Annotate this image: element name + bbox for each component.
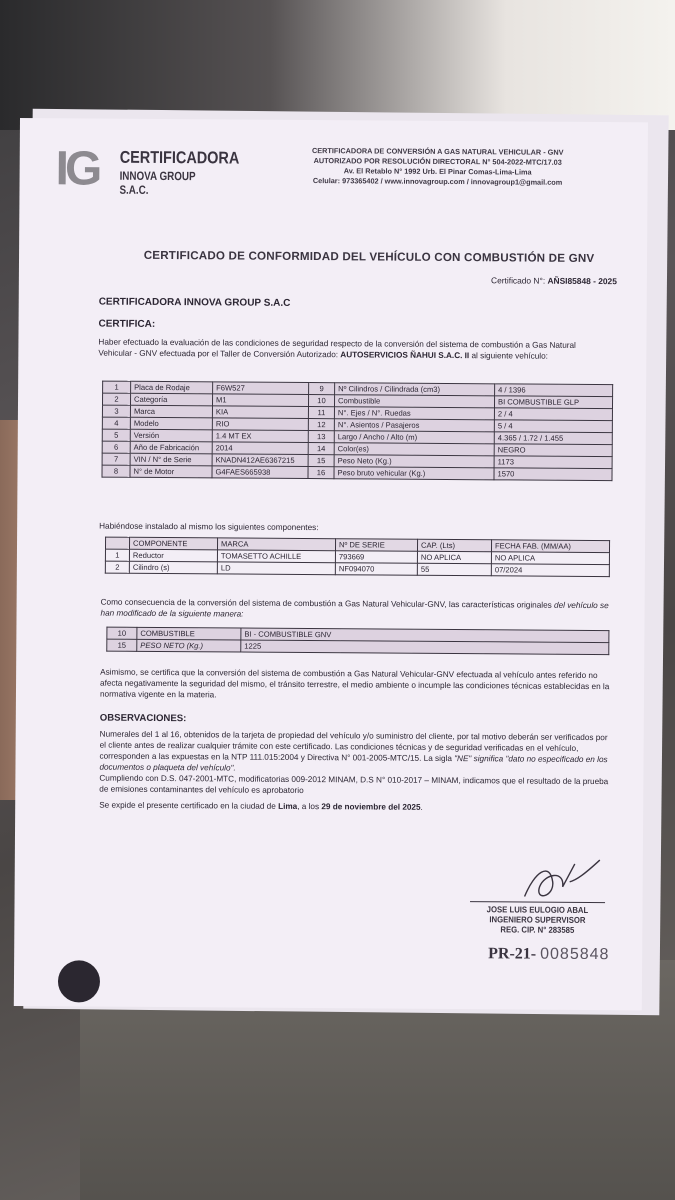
table-cell: KIA: [212, 406, 308, 419]
serial-number: [488, 945, 609, 964]
table-cell: 15: [308, 455, 334, 467]
table-cell: Categoría: [130, 393, 212, 406]
workshop-name: AUTOSERVICIOS ÑAHUI S.A.C. II: [340, 350, 470, 361]
logo-subname: INNOVA GROUP S.A.C.: [119, 168, 196, 197]
table-cell: LD: [217, 562, 335, 575]
header-line-2: AUTORIZADO POR RESOLUCIÓN DIRECTORAL N° 504-2022-MTC/17.03: [313, 156, 562, 167]
table-cell: N° de Motor: [130, 465, 212, 478]
table-cell: VIN / N° de Serie: [130, 453, 212, 466]
table-cell: 8: [102, 465, 130, 477]
table-row: [102, 465, 612, 481]
table-cell: NEGRO: [494, 444, 612, 457]
table-cell: 14: [308, 443, 334, 455]
header-line-4: Celular: 973365402 / www.innovagroup.com / innovagroup1@gmail.com: [312, 176, 563, 187]
header-line-1: CERTIFICADORA DE CONVERSIÓN A GAS NATURAL VEHICULAR - GNV: [311, 146, 564, 157]
logo-name: CERTIFICADORA: [119, 147, 240, 168]
modified-table: [106, 627, 609, 656]
signatory-registration: REG. CIP. N° 283585: [500, 924, 575, 935]
certificate-number-value: AÑSI85848 - 2025: [547, 275, 617, 287]
table-cell: 07/2024: [491, 564, 609, 577]
observations-text-1: Numerales del 1 al 16, obtenidos de la tarjeta de propiedad del vehículo y/o suministro del cliente, por tal motivo deberán ser verificados por el cliente antes de realizar cualquier trámite con este certificado. Las condiciones técnicas y de seguridad verificadas en el vehículo, corresponden a las expuestas en la NTP 111.015:2004 y Directiva N° 001-2005-MTC/15. La sigla: [99, 729, 608, 764]
asimismo-paragraph: Asimismo, se certifica que la conversión del sistema de combustión a Gas Natural Vehicular-GNV efectuada al vehículo antes referido no afecta negativamente la seguridad del mismo, el tránsito terrestre, el medio ambiente o incumple las condiciones técnicas establecidas en la normativa vigente en la materia.: [99, 667, 610, 700]
table-cell: NO APLICA: [417, 551, 491, 564]
table-cell: 4: [102, 417, 130, 429]
table-cell: Modelo: [130, 417, 212, 430]
table-cell: COMBUSTIBLE: [137, 627, 241, 640]
header-cell: CAP. (Lts): [417, 539, 491, 552]
table-cell: Reductor: [129, 549, 217, 562]
table-cell: Marca: [130, 405, 212, 418]
signatory-role: INGENIERO SUPERVISOR: [489, 914, 586, 925]
company-logo: [55, 142, 240, 197]
header-cell: MARCA: [217, 538, 335, 551]
table-cell: 5 / 4: [494, 420, 612, 433]
table-cell: Nº Cilindros / Cilindrada (cm3): [335, 383, 495, 396]
intro-paragraph: [98, 337, 610, 363]
table-cell: 10: [308, 395, 334, 407]
issue-text: Se expide el presente certificado en la ciudad de: [99, 800, 279, 811]
document-title: CERTIFICADO DE CONFORMIDAD DEL VEHÍCULO CON COMBUSTIÓN DE GNV: [143, 248, 595, 266]
consequence-italic: del vehículo se han modificado de la siguiente manera:: [100, 600, 609, 619]
header-cell: FECHA FAB. (MM/AA): [491, 540, 609, 553]
table-cell: 3: [102, 405, 130, 417]
table-cell: 2 / 4: [494, 408, 612, 421]
header-cell: COMPONENTE: [129, 537, 217, 550]
header-info: [288, 146, 588, 188]
certificate-document: [14, 118, 648, 1010]
table-cell: 1225: [241, 640, 609, 655]
table-cell: Año de Fabricación: [130, 441, 212, 454]
table-cell: M1: [212, 394, 308, 407]
header-line-3: Av. El Retablo N° 1992 Urb. El Pinar Comas-Lima-Lima: [343, 166, 532, 177]
issue-city: Lima: [278, 801, 298, 811]
table-cell: Combustible: [334, 395, 494, 408]
table-cell: 16: [308, 467, 334, 479]
consequence-text: Como consecuencia de la conversión del sistema de combustión a Gas Natural Vehicular-GNV, las características originales: [100, 597, 555, 610]
table-cell: 2: [105, 561, 129, 573]
intro-text-1: Haber efectuado la evaluación de las condiciones de seguridad respecto de la conversión del sistema de combustión a Gas Natural Vehicular - GNV efectuada por el Taller de Conversión Autorizado:: [98, 337, 576, 360]
consequence-paragraph: [101, 597, 611, 623]
table-cell: Cilindro (s): [129, 561, 217, 574]
table-cell: 1570: [494, 468, 612, 481]
table-cell: 9: [309, 383, 335, 395]
table-cell: 2: [102, 393, 130, 405]
certificate-number-label: Certificado N°:: [491, 275, 546, 286]
table-cell: 1: [105, 549, 129, 561]
table-cell: 793669: [335, 551, 417, 564]
signatory-block: [470, 901, 605, 935]
observations-text-2: Cumpliendo con D.S. 047-2001-MTC, modificatorias 009-2012 MINAM, D.S N° 010-2017 – MINAM, indicamos que el resultado de la prueba de emisiones contaminantes del vehículo es aprobatorio: [99, 773, 609, 795]
logo-mark: IG: [55, 142, 99, 196]
table-cell: 13: [308, 431, 334, 443]
serial-value: 0085848: [540, 945, 610, 964]
table-cell: F6W527: [213, 382, 309, 395]
vehicle-table: [101, 381, 613, 482]
issue-statement: [99, 801, 611, 814]
certificate-number: [399, 275, 617, 287]
table-cell: 15: [107, 639, 137, 651]
certifica-heading: CERTIFICA:: [98, 318, 156, 330]
table-cell: Peso bruto vehicular (Kg.): [334, 467, 494, 480]
table-cell: 5: [102, 429, 130, 441]
table-cell: 1173: [494, 456, 612, 469]
table-cell: 1: [103, 381, 131, 393]
header-cell: Nº DE SERIE: [335, 539, 417, 552]
table-row: [107, 639, 609, 655]
table-cell: 6: [102, 441, 130, 453]
table-cell: Placa de Rodaje: [131, 381, 213, 394]
table-cell: 11: [308, 407, 334, 419]
table-cell: 4.365 / 1.72 / 1.455: [494, 432, 612, 445]
table-cell: 55: [417, 563, 491, 576]
issue-date: 29 de noviembre del 2025: [321, 802, 421, 812]
table-cell: 10: [107, 627, 137, 639]
table-cell: TOMASETTO ACHILLE: [217, 550, 335, 563]
table-cell: G4FAES665938: [212, 466, 308, 479]
issue-end: .: [420, 802, 423, 812]
components-table: [105, 537, 610, 578]
observations-heading: OBSERVACIONES:: [99, 712, 187, 725]
table-cell: 2014: [212, 442, 308, 455]
table-cell: N°. Asientos / Pasajeros: [334, 419, 494, 432]
table-cell: Largo / Ancho / Alto (m): [334, 431, 494, 444]
observations-paragraph: [99, 729, 611, 799]
table-cell: Color(es): [334, 443, 494, 456]
table-cell: 4 / 1396: [495, 384, 613, 397]
components-heading: Habiéndose instalado al mismo los siguientes componentes:: [99, 521, 319, 533]
table-cell: 1.4 MT EX: [212, 430, 308, 443]
table-cell: BI - COMBUSTIBLE GNV: [241, 628, 609, 643]
company-name: CERTIFICADORA INNOVA GROUP S.A.C: [98, 296, 291, 309]
serial-prefix: PR-21-: [488, 945, 537, 963]
table-cell: Peso Neto (Kg.): [334, 455, 494, 468]
table-cell: 12: [308, 419, 334, 431]
table-cell: NO APLICA: [491, 552, 609, 565]
table-cell: RIO: [212, 418, 308, 431]
punch-hole: [58, 960, 100, 1002]
table-cell: NF094070: [335, 563, 417, 576]
intro-text-2: al siguiente vehículo:: [469, 351, 549, 361]
table-cell: KNADN412AE6367215: [212, 454, 308, 467]
table-row: [105, 561, 609, 577]
issue-mid: , a los: [297, 801, 322, 812]
table-cell: N°. Ejes / N°. Ruedas: [334, 407, 494, 420]
observations-ne-note: "NE" significa "dato no especificado en los documentos o plaqueta del vehículo".: [99, 754, 608, 773]
table-cell: Versión: [130, 429, 212, 442]
table-cell: PESO NETO (Kg.): [137, 639, 241, 652]
header-cell: [105, 537, 129, 549]
signatory-name: JOSE LUIS EULOGIO ABAL: [470, 901, 605, 915]
table-cell: BI COMBUSTIBLE GLP: [494, 396, 612, 409]
table-cell: 7: [102, 453, 130, 465]
